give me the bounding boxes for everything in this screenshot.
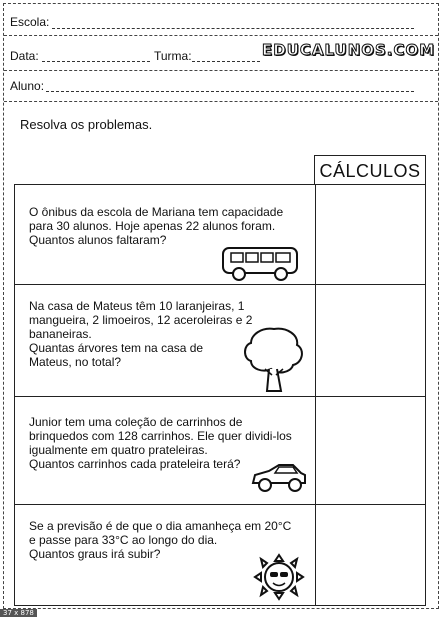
school-line [52, 28, 414, 29]
problem-text: Junior tem uma coleção de carrinhos de brinquedos com 128 carrinhos. Ele quer dividi-los igualmente em quatro prateleiras. Quantos carrinhos cada prateleira terá? [29, 415, 292, 471]
date-line [42, 61, 150, 62]
row-divider [15, 396, 425, 397]
bus-icon [221, 245, 301, 283]
column-divider [315, 185, 316, 605]
school-label: Escola: [10, 15, 50, 29]
divider [4, 70, 438, 71]
problem-text: Na casa de Mateus têm 10 laranjeiras, 1 mangueira, 2 limoeiros, 12 aceroleiras e 2 bananeiras. Quantas árvores tem na casa de Mateus, no total? [29, 299, 253, 369]
problem-text: Se a previsão é de que o dia amanheça em 20°C e passe para 33°C ao longo do dia. Quantos graus irá subir? [29, 519, 292, 561]
image-size-tag: 37 x 878 [0, 609, 37, 617]
tree-icon [241, 325, 307, 395]
row-divider [15, 504, 425, 505]
instruction-text: Resolva os problemas. [20, 117, 153, 132]
problems-table [14, 184, 426, 606]
class-label: Turma: [154, 49, 192, 63]
student-label: Aluno: [10, 79, 45, 93]
student-line [46, 91, 414, 92]
row-divider [15, 284, 425, 285]
date-label: Data: [10, 49, 39, 63]
divider [4, 101, 438, 102]
brand-logo: EDUCALUNOS.COM [262, 41, 436, 59]
car-icon [249, 461, 309, 495]
divider [4, 35, 438, 36]
calculations-header: CÁLCULOS [314, 155, 426, 185]
sun-icon [253, 553, 305, 601]
class-line [192, 61, 260, 62]
problem-text: O ônibus da escola de Mariana tem capacidade para 30 alunos. Hoje apenas 22 alunos foram. Quantos alunos faltaram? [29, 205, 284, 247]
